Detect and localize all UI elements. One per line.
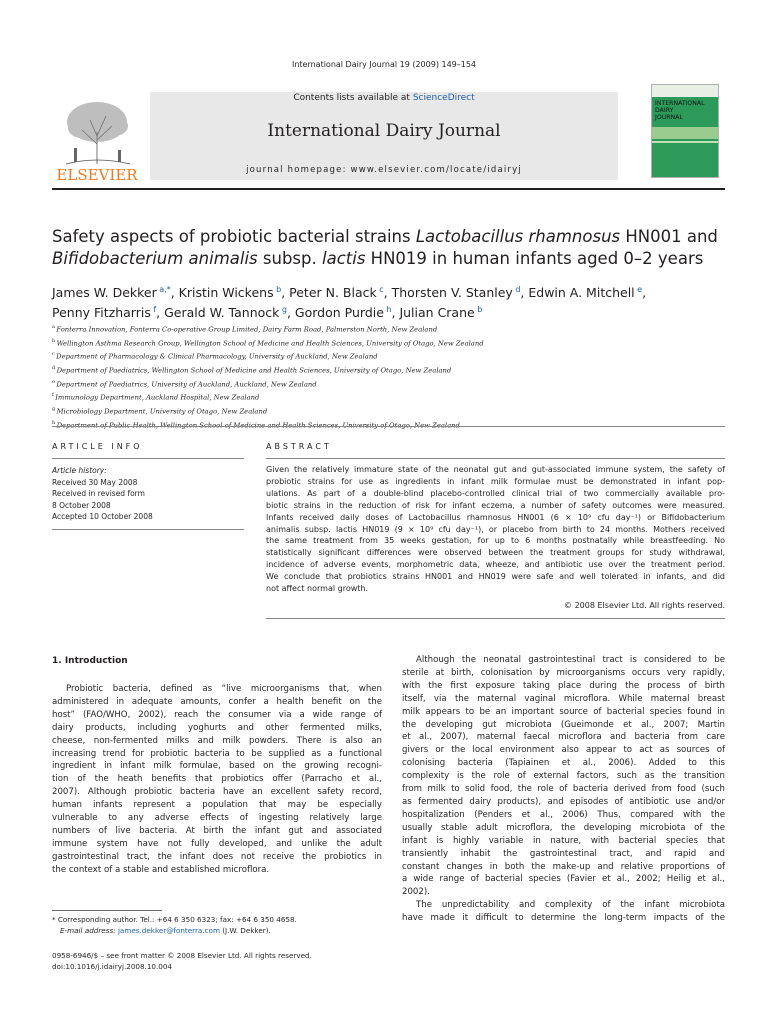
body-line: ingredient in infant milk formulae, based on the growing recogni-	[52, 761, 382, 772]
author-sup[interactable]: h	[386, 305, 392, 315]
body-line: numbers of live bacteria. At birth the infant gut and associated	[52, 825, 382, 836]
body-line: human infants represent a population that may be especially	[52, 800, 382, 811]
copyright-notice: © 2008 Elsevier Ltd. All rights reserved.	[564, 601, 725, 610]
abstract-line: the same treatment from 35 weeks gestation, for up to 6 months postnatally while breastfeeding. No	[266, 536, 725, 546]
article-history	[52, 465, 244, 523]
author-name: Thorsten V. Stanley	[391, 285, 513, 301]
footnote-rule	[52, 910, 162, 911]
body-line: colonising bacteria (Tapiainen et al., 2006). Added to this	[402, 758, 725, 769]
body-line: 2007). Although probiotic bacteria have an excellent safety record,	[52, 787, 382, 798]
abstract-body	[266, 464, 725, 595]
body-line: with the first exposure taking place during the process of birth	[402, 680, 725, 691]
article-title: Safety aspects of probiotic bacterial strains Lactobacillus rhamnosus HN001 and Bifidobacterium animalis subsp. lactis HN019 in human infants aged 0–2 years	[52, 227, 718, 268]
abstract-line: biotic strains in the reduction of risk for infant eczema, a number of safety outcomes were measured.	[266, 500, 725, 510]
affiliation: $^d$ Department of Paediatrics, Wellington School of Medicine and Health Sciences, University of Otago, New Zealand	[52, 365, 452, 375]
author-sup[interactable]: c	[379, 285, 384, 294]
body-line: tion of the heath benefits that probiotics offer (Parracho et al.,	[52, 774, 382, 785]
header-rule	[52, 188, 725, 190]
journal-title: International Dairy Journal	[267, 121, 501, 141]
body-line: itself, via the maternal vaginal microflora. While maternal breast	[402, 693, 725, 704]
history-label: Article history:	[52, 466, 107, 475]
body-line: the context of a stable and established microflora.	[52, 864, 270, 875]
sciencedirect-link[interactable]: ScienceDirect	[412, 93, 475, 103]
body-line: Although the neonatal gastrointestinal tract is considered to be	[416, 655, 725, 665]
body-line: the developing gut microbiota (Gueimonde et al., 2007; Martin	[402, 719, 725, 730]
body-line: cheese, non-fermented milks and milk powders. There is also an	[52, 735, 382, 746]
body-line: sterile at birth, colonisation by microorganisms occurs very rapidly,	[402, 667, 725, 678]
body-line: dairy products, including yoghurts and other fermented milks,	[52, 722, 382, 733]
body-line: Probiotic bacteria, defined as “live microorganisms that, when	[66, 684, 382, 694]
author-sup[interactable]: b	[477, 305, 483, 315]
affiliation: $^e$ Department of Paediatrics, University of Auckland, Auckland, New Zealand	[52, 378, 317, 388]
issn-block	[52, 950, 382, 972]
article-info-heading: ARTICLE INFO	[52, 442, 143, 451]
body-line: constant changes in both the make-up and relative proportions of	[402, 861, 725, 872]
journal-cover-image	[651, 84, 719, 178]
body-line: a wide range of bacterial species (Favier et al., 2002; Heilig et al.,	[402, 874, 725, 885]
affiliation: $^h$ Department of Public Health, Wellington School of Medicine and Health Sciences, University of Otago, New Zealand	[52, 419, 460, 429]
body-line: The unpredictability and complexity of the infant microbiota	[416, 900, 725, 911]
section-title: 1. Introduction	[52, 656, 128, 666]
affiliation: $^b$ Wellington Asthma Research Group, Wellington School of Medicine and Health Sciences, University of Otago, New Zealand	[52, 337, 484, 347]
author-name: Julian Crane	[399, 305, 475, 321]
abstract-line: ulations. As part of a double-blind placebo-controlled clinical trial of two commercially available pro-	[266, 488, 725, 498]
history-entry: 8 October 2008	[52, 500, 111, 510]
abstract-line: Given the relatively immature state of the neonatal gut and gut-associated immune system, the safety of	[266, 465, 725, 474]
article-info-bottom-rule	[52, 529, 244, 530]
abstract-line: not affect normal growth.	[266, 584, 369, 594]
author-sup[interactable]: g	[281, 305, 287, 315]
affiliation: $^f$ Immunology Department, Auckland Hospital, New Zealand	[52, 392, 260, 402]
body-line: increasing trend for probiotic bacteria to be supplied as a functional	[52, 748, 382, 759]
email-label: E-mail address:	[60, 926, 116, 935]
affiliation: $^g$ Microbiology Department, University of Otago, New Zealand	[52, 406, 268, 416]
abstract-bottom-rule	[266, 618, 725, 619]
cover-title: INTERNATIONAL DAIRY JOURNAL	[655, 100, 705, 121]
author-sup[interactable]: f	[153, 305, 157, 315]
abstract-line: Infants received daily doses of Lactobacillus rhamnosus HN001 (6 × 10⁹ cfu day⁻¹) or Bifidobacterium	[266, 512, 725, 522]
contents-available-line	[150, 93, 618, 103]
author-sup[interactable]: b	[276, 285, 282, 294]
body-line: complexity is the role of external factors, such as the transition	[402, 771, 725, 782]
affiliation: $^a$ Fonterra Innovation, Fonterra Co-operative Group Limited, Dairy Farm Road, Palmerston North, New Zealand	[52, 324, 438, 334]
abstract-line: probiotic strains for use as ingredients in infant milk formulae must be demonstrated in infant pop-	[266, 476, 725, 486]
author-sup[interactable]: a,*	[159, 285, 171, 294]
author-list: James W. Dekker $^{a,*}$, Kristin Wickens $^b$, Peter N. Black $^c$, Thorsten V. Stanley $^d$, Edwin A. Mitchell $^e$, Penny Fitzharris $^f$, Gerald W. Tannock $^g$, Gordon Purdie $^h$, Julian Crane $^b$	[52, 285, 647, 321]
body-line: et al., 2007), maternal faecal microflora and bacteria from care	[402, 732, 725, 743]
author-name: Edwin A. Mitchell	[528, 285, 635, 301]
body-line: vulnerable to any adverse effects of ingesting relatively large	[52, 813, 382, 824]
body-line: usually stable adult microflora, the developing microbiota of the	[402, 822, 725, 833]
email-link[interactable]: james.dekker@fonterra.com	[117, 926, 220, 935]
affiliation-rule	[52, 426, 725, 427]
abstract-rule	[266, 458, 725, 459]
journal-citation: International Dairy Journal 19 (2009) 149–154	[291, 60, 477, 69]
author-name: Kristin Wickens	[178, 285, 274, 301]
body-line: from milk to solid food, the role of bacteria derived from food (such	[402, 784, 725, 795]
author-name: Peter N. Black	[289, 285, 377, 301]
author-name: Gerald W. Tannock	[164, 305, 280, 321]
history-entry: Accepted 10 October 2008	[52, 512, 153, 521]
body-line: 2002).	[402, 887, 430, 898]
elsevier-wordmark: ELSEVIER	[56, 166, 138, 184]
journal-homepage[interactable]: journal homepage: www.elsevier.com/locate/idairyj	[246, 165, 522, 175]
body-line: gastrointestinal tract, the infant does not receive the probiotics in	[52, 851, 382, 862]
body-line: as fermented dairy products), and episodes of antibiotic use and/or	[402, 796, 725, 807]
body-line: have made it difficult to determine the long-term impacts of the	[402, 913, 725, 924]
body-line: milk appears to be an important source of bacterial species found in	[402, 706, 725, 717]
contents-prefix: Contents lists available at	[293, 93, 413, 103]
doi-line[interactable]: doi:10.1016/j.idairyj.2008.10.004	[52, 962, 172, 971]
body-line: immune system have not fully developed, and unlike the adult	[52, 838, 382, 849]
footnote	[52, 914, 382, 936]
abstract-line: statistically significant differences were observed between the treatment groups for study withdrawal,	[266, 548, 725, 558]
body-line: administered in adequate amounts, confer a health benefit on the	[52, 696, 382, 707]
body-line: host” (FAO/WHO, 2002), reach the consumer via a wide range of	[52, 709, 382, 720]
issn-line: 0958-6946/$ – see front matter © 2008 Elsevier Ltd. All rights reserved.	[52, 951, 312, 960]
author-sup[interactable]: e	[637, 285, 643, 294]
body-line: infant is highly variable in nature, with bacterial species that	[402, 835, 725, 846]
history-entry: Received 30 May 2008	[52, 477, 138, 487]
body-line: givers or the local environment also appear to act as sources of	[402, 745, 725, 756]
body-column-right	[402, 654, 725, 925]
author-sup[interactable]: d	[515, 285, 521, 294]
history-entry: Received in revised form	[52, 489, 145, 498]
affiliation: $^c$ Department of Pharmacology & Clinical Pharmacology, University of Auckland, New Zealand	[52, 351, 378, 361]
body-column-left	[52, 683, 382, 877]
affiliation-list	[52, 322, 732, 431]
body-line: transiently inhabit the gastrointestinal tract, and rapid and	[402, 848, 725, 859]
elsevier-logo	[52, 92, 142, 184]
article-info-rule	[52, 458, 244, 459]
abstract-line: incidence of adverse events, morphometric data, wheeze, and antibiotic use over the treatment period.	[266, 560, 725, 570]
author-name: James W. Dekker	[52, 285, 157, 301]
body-line: hospitalization (Penders et al., 2006) Thus, compared with the	[402, 809, 725, 820]
author-name: Penny Fitzharris	[52, 305, 151, 321]
abstract-line: animalis subsp. lactis HN019 (9 × 10⁹ cfu day⁻¹), or placebo from birth to 24 months. Mothers received	[266, 524, 725, 534]
corresponding-author-note: * Corresponding author. Tel.: +64 6 350 6323; fax: +64 6 350 4658.	[52, 915, 297, 924]
abstract-heading: ABSTRACT	[266, 442, 332, 451]
email-suffix: (J.W. Dekker).	[219, 926, 271, 935]
author-name: Gordon Purdie	[294, 305, 384, 321]
abstract-line: We conclude that probiotics strains HN001 and HN019 were safe and well tolerated in infants, and did	[266, 572, 725, 582]
